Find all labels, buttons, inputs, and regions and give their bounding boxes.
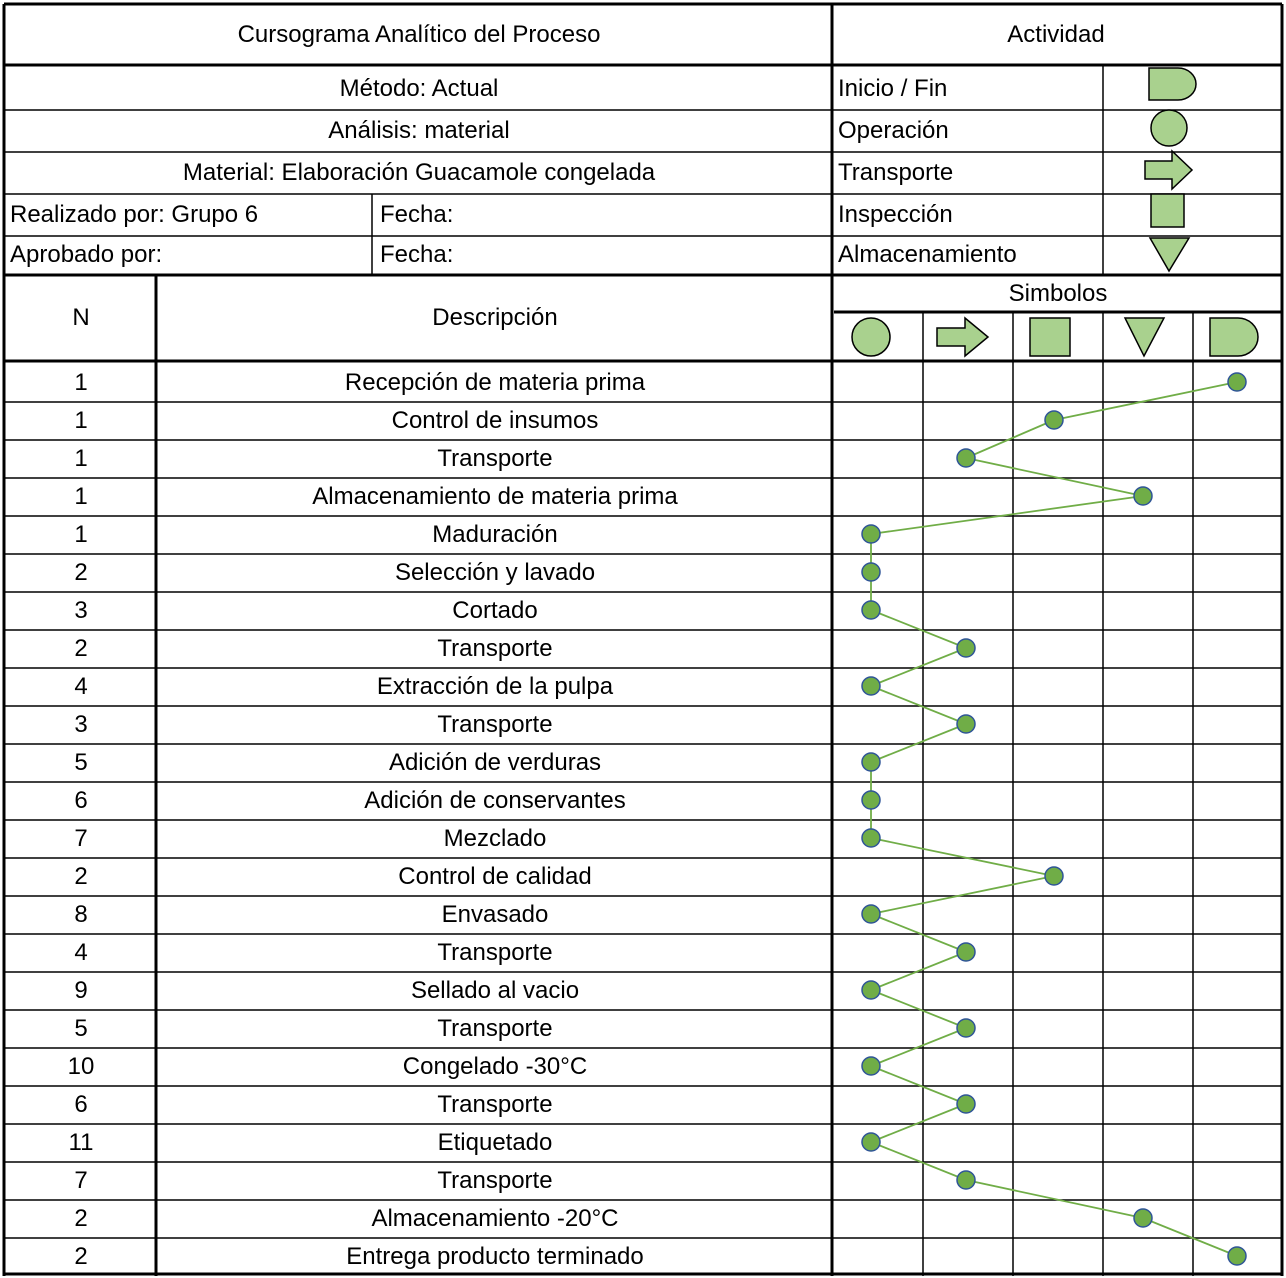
- legend-label-operation: Operación: [838, 117, 949, 144]
- table-grid: [4, 4, 1282, 1276]
- step-number: 1: [74, 369, 88, 396]
- step-number: 8: [74, 901, 88, 928]
- flow-marker-operation: [862, 905, 880, 923]
- arrow-transport-icon: [1145, 151, 1192, 189]
- material-label: Material: Elaboración Guacamole congelada: [182, 159, 656, 186]
- column-header-transport-icon: [937, 318, 988, 356]
- column-header-description: Descripción: [432, 304, 558, 331]
- flow-marker-operation: [862, 829, 880, 847]
- chart-title: Cursograma Analítico del Proceso: [237, 21, 601, 48]
- legend-label-storage: Almacenamiento: [838, 241, 1017, 268]
- legend-label-transport: Transporte: [838, 159, 954, 186]
- step-description: Recepción de materia prima: [344, 369, 646, 396]
- flow-marker-start-end: [1228, 373, 1246, 391]
- flow-connector: [966, 420, 1054, 458]
- step-description: Maduración: [432, 521, 558, 548]
- flow-marker-transport: [957, 449, 975, 467]
- flow-connector: [871, 914, 966, 952]
- step-description: Transporte: [437, 1167, 553, 1194]
- flow-marker-operation: [862, 1057, 880, 1075]
- flow-marker-inspection: [1045, 411, 1063, 429]
- step-number: 2: [74, 559, 88, 586]
- flow-marker-storage: [1134, 1209, 1152, 1227]
- approved-date-label: Fecha:: [380, 241, 454, 268]
- flow-connector: [871, 724, 966, 762]
- flow-connector: [966, 458, 1143, 496]
- flow-connector: [966, 1180, 1143, 1218]
- flow-connector: [1143, 1218, 1237, 1256]
- column-header-n: N: [72, 304, 90, 331]
- method-label: Método: Actual: [339, 75, 499, 102]
- flow-marker-inspection: [1045, 867, 1063, 885]
- flow-marker-transport: [957, 715, 975, 733]
- flow-marker-operation: [862, 791, 880, 809]
- analysis-label: Análisis: material: [328, 117, 510, 144]
- flow-connectors: [871, 382, 1237, 1256]
- step-description: Entrega producto terminado: [346, 1243, 644, 1270]
- flow-marker-operation: [862, 525, 880, 543]
- step-number: 1: [74, 521, 88, 548]
- square-inspection-icon: [1151, 194, 1184, 227]
- flow-connector: [871, 1104, 966, 1142]
- legend-label-start-end: Inicio / Fin: [838, 75, 948, 102]
- step-number: 5: [74, 1015, 88, 1042]
- column-header-start-end-icon: [1210, 318, 1258, 356]
- flow-marker-storage: [1134, 487, 1152, 505]
- step-description: Congelado -30°C: [402, 1053, 588, 1080]
- flow-connector: [871, 648, 966, 686]
- step-number: 6: [74, 787, 88, 814]
- step-description: Control de calidad: [398, 863, 592, 890]
- step-number: 11: [68, 1129, 94, 1156]
- step-description: Envasado: [441, 901, 549, 928]
- made-by-label: Realizado por: Grupo 6: [10, 201, 259, 228]
- flow-marker-operation: [862, 981, 880, 999]
- step-description: Transporte: [437, 711, 553, 738]
- flow-marker-transport: [957, 1095, 975, 1113]
- flow-connector: [871, 496, 1143, 534]
- step-number: 4: [74, 673, 88, 700]
- legend-label-inspection: Inspección: [838, 201, 953, 228]
- flow-connector: [871, 1066, 966, 1104]
- step-number: 9: [74, 977, 88, 1004]
- approved-by-label: Aprobado por:: [10, 241, 163, 268]
- flow-connector: [871, 876, 1054, 914]
- made-date-label: Fecha:: [380, 201, 454, 228]
- step-description: Almacenamiento -20°C: [371, 1205, 619, 1232]
- step-description: Transporte: [437, 1015, 553, 1042]
- flow-marker-operation: [862, 753, 880, 771]
- flow-connector: [871, 610, 966, 648]
- flow-connector: [871, 952, 966, 990]
- step-number: 10: [67, 1053, 95, 1080]
- flow-marker-operation: [862, 563, 880, 581]
- step-description: Extracción de la pulpa: [376, 673, 614, 700]
- start-end-icon: [1149, 68, 1196, 100]
- activity-title: Actividad: [1007, 21, 1105, 48]
- flow-connector: [871, 1028, 966, 1066]
- step-description: Cortado: [452, 597, 538, 624]
- step-description: Control de insumos: [391, 407, 599, 434]
- flow-markers: [862, 373, 1246, 1265]
- step-number: 5: [74, 749, 88, 776]
- step-description: Sellado al vacio: [410, 977, 580, 1004]
- step-description: Transporte: [437, 445, 553, 472]
- step-number: 1: [74, 445, 88, 472]
- step-number: 1: [74, 407, 88, 434]
- step-number: 7: [74, 1167, 88, 1194]
- step-number: 4: [74, 939, 88, 966]
- flow-connector: [871, 1142, 966, 1180]
- step-description: Selección y lavado: [394, 559, 596, 586]
- step-description: Etiquetado: [437, 1129, 553, 1156]
- step-description: Adición de verduras: [388, 749, 602, 776]
- column-header-operation-icon: [852, 318, 890, 356]
- step-description: Transporte: [437, 939, 553, 966]
- step-number: 2: [74, 1205, 88, 1232]
- flow-marker-start-end: [1228, 1247, 1246, 1265]
- flow-marker-operation: [862, 677, 880, 695]
- triangle-storage-icon: [1150, 238, 1189, 271]
- flow-connector: [871, 686, 966, 724]
- flow-connector: [1054, 382, 1237, 420]
- step-description: Almacenamiento de materia prima: [312, 483, 678, 510]
- column-header-storage-icon: [1125, 318, 1164, 356]
- step-number: 3: [74, 711, 88, 738]
- step-description: Transporte: [437, 635, 553, 662]
- step-number: 3: [74, 597, 88, 624]
- column-header-inspection-icon: [1030, 318, 1070, 356]
- step-number: 2: [74, 1243, 88, 1270]
- step-number: 6: [74, 1091, 88, 1118]
- flow-marker-transport: [957, 943, 975, 961]
- step-number: 7: [74, 825, 88, 852]
- step-number: 1: [74, 483, 88, 510]
- step-description: Mezclado: [443, 825, 547, 852]
- step-description: Adición de conservantes: [364, 787, 626, 814]
- flow-marker-operation: [862, 1133, 880, 1151]
- flow-marker-transport: [957, 1019, 975, 1037]
- flow-connector: [871, 990, 966, 1028]
- symbols-header: Simbolos: [1008, 280, 1108, 307]
- circle-operation-icon: [1151, 110, 1187, 146]
- step-number: 2: [74, 863, 88, 890]
- flow-marker-transport: [957, 1171, 975, 1189]
- step-number: 2: [74, 635, 88, 662]
- step-description: Transporte: [437, 1091, 553, 1118]
- flow-connector: [871, 838, 1054, 876]
- flow-marker-operation: [862, 601, 880, 619]
- flow-marker-transport: [957, 639, 975, 657]
